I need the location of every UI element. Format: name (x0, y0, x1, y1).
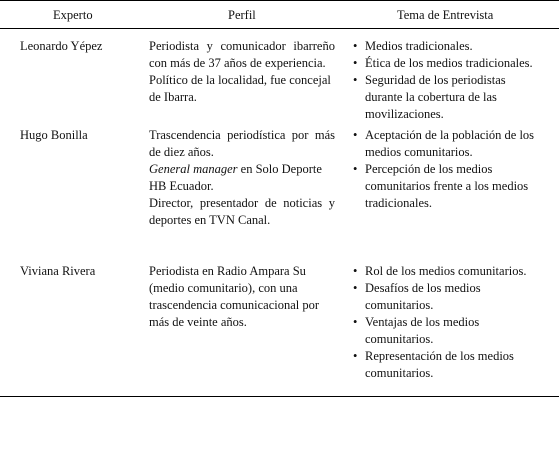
profile-cell (149, 127, 335, 229)
profile-line: (medio comunitario), con una (149, 281, 298, 295)
table-bottom-rule (0, 396, 559, 397)
profile-line: de Ibarra. (149, 90, 197, 104)
profile-line: trascendencia comunicacional por (149, 298, 320, 312)
profile-line: Periodista y comunicador ibarreño (149, 39, 335, 53)
profile-line: más de veinte años. (149, 315, 247, 329)
table-header-rule (0, 28, 559, 29)
topics-cell (352, 127, 547, 212)
topic-item: • Representación de los medios comunitarios. (352, 348, 547, 382)
profile-line: Director, presentador de noticias y (149, 196, 335, 210)
profile-line: HB Ecuador. (149, 179, 214, 193)
profile-line: Periodista en Radio Ampara Su (149, 264, 306, 278)
profile-line: deportes en TVN Canal. (149, 213, 271, 227)
topic-item: • Ventajas de los medios comunitarios. (352, 314, 547, 348)
topic-item: • Percepción de los medios comunitarios frente a los medios tradicionales. (352, 161, 547, 212)
topics-cell (352, 38, 547, 123)
header-tema: Tema de Entrevista (397, 8, 494, 22)
header-experto: Experto (53, 8, 93, 22)
topic-item: • Medios tradicionales. (352, 38, 547, 55)
topic-item: • Aceptación de la población de los medios comunitarios. (352, 127, 547, 161)
expert-name: Viviana Rivera (20, 264, 96, 278)
profile-cell (149, 38, 335, 106)
topics-cell (352, 263, 547, 382)
profile-line: General manager en Solo Deporte (149, 162, 322, 176)
expert-name: Hugo Bonilla (20, 128, 88, 142)
header-perfil: Perfil (228, 8, 256, 22)
profile-line: con más de 37 años de experiencia. (149, 56, 326, 70)
topic-item: • Desafíos de los medios comunitarios. (352, 280, 547, 314)
profile-line: de diez años. (149, 145, 214, 159)
profile-line: Trascendencia periodística por más (149, 128, 335, 142)
topic-item: • Rol de los medios comunitarios. (352, 263, 547, 280)
topic-item: • Ética de los medios tradicionales. (352, 55, 547, 72)
topic-item: • Seguridad de los periodistas durante la cobertura de las movilizaciones. (352, 72, 547, 123)
profile-cell (149, 263, 335, 331)
table-top-rule (0, 0, 559, 1)
profile-line: Político de la localidad, fue concejal (149, 73, 331, 87)
expert-name: Leonardo Yépez (20, 39, 103, 53)
